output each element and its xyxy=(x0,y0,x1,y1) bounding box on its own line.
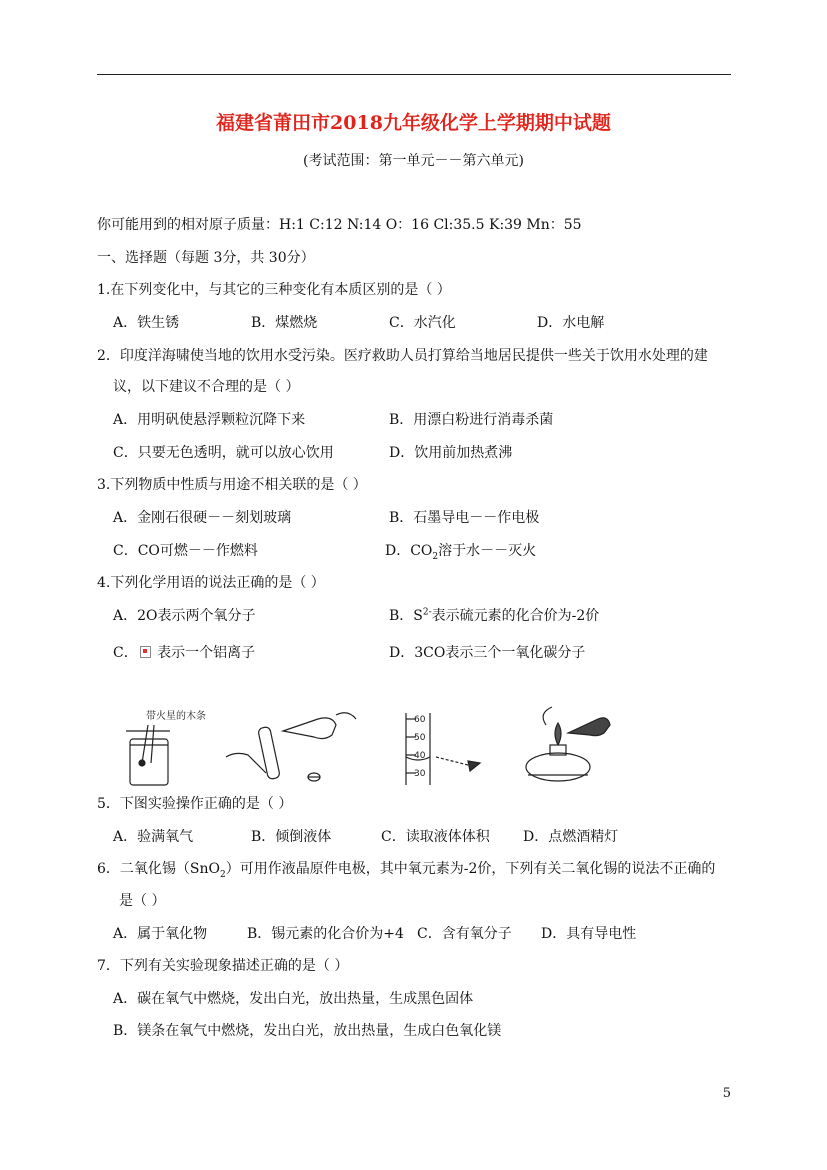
header-rule xyxy=(97,74,731,75)
q3-option-a: A．金刚石很硬－－刻划玻璃 xyxy=(113,510,292,526)
scale-40: 40 xyxy=(414,751,426,761)
scale-50: 50 xyxy=(414,733,426,743)
graduated-cylinder-drawing xyxy=(406,713,480,785)
question-2-stem-line1: 2．印度洋海啸使当地的饮用水受污染。医疗救助人员打算给当地居民提供一些关于饮用水处理的建 xyxy=(97,348,708,364)
q1-option-d: D．水电解 xyxy=(537,315,605,331)
q3-option-b: B．石墨导电－－作电极 xyxy=(389,510,540,526)
q6-option-c: C．含有氧分子 xyxy=(417,926,512,942)
q5-option-d: D．点燃酒精灯 xyxy=(523,829,619,845)
question-2-stem-line2: 议，以下建议不合理的是（ ） xyxy=(113,379,300,395)
q4-option-b: B．$S^{2-}$表示硫元素的化合价为-2价 xyxy=(389,607,600,624)
q6-option-d: D．具有导电性 xyxy=(541,926,637,942)
q1-option-a: A．铁生锈 xyxy=(113,315,180,331)
q6-option-b: B．锡元素的化合价为+4 xyxy=(247,926,404,942)
q7-option-b: B．镁条在氧气中燃烧，发出白光，放出热量，生成白色氧化镁 xyxy=(113,1023,502,1039)
question-7-stem: 7．下列有关实验现象描述正确的是（ ） xyxy=(97,958,349,974)
q2-option-c: C．只要无色透明，就可以放心饮用 xyxy=(113,445,334,461)
question-5-stem: 5．下图实验操作正确的是（ ） xyxy=(97,796,293,812)
splint-label: 带火星的木条 xyxy=(146,711,206,722)
q5-option-b: B．倾倒液体 xyxy=(251,829,332,845)
question-6-stem-line2: 是（ ） xyxy=(119,893,166,909)
oxygen-check-drawing xyxy=(126,709,206,785)
question-4-stem: 4.下列化学用语的说法正确的是（ ） xyxy=(97,575,325,591)
q1-option-b: B．煤燃烧 xyxy=(251,315,318,331)
q2-option-a: A．用明矾使悬浮颗粒沉降下来 xyxy=(113,412,306,428)
exam-scope: (考试范围：第一单元－－第六单元) xyxy=(303,153,524,169)
q7-option-a: A．碳在氧气中燃烧，发出白光，放出热量，生成黑色固体 xyxy=(113,991,474,1007)
atomic-masses: 你可能用到的相对原子质量：H:1 C:12 N:14 O：16 Cl:35.5 K:39 Mn：55 xyxy=(97,217,582,233)
q5-option-a: A．验满氧气 xyxy=(113,829,194,845)
pouring-liquid-drawing xyxy=(226,713,356,781)
page-title: 福建省莆田市2018九年级化学上学期期中试题 xyxy=(216,112,611,134)
experiment-figure xyxy=(118,705,618,790)
alcohol-lamp-drawing xyxy=(526,707,610,781)
question-1-stem: 1.在下列变化中，与其它的三种变化有本质区别的是（ ） xyxy=(97,282,451,298)
section-heading: 一、选择题（每题 3分，共 30分） xyxy=(97,250,315,266)
q1-option-c: C．水汽化 xyxy=(389,315,456,331)
broken-image-icon xyxy=(140,646,151,658)
q4-option-c: C． 表示一个铝离子 xyxy=(113,645,256,661)
question-6-stem-line1: 6．二氧化锡（SnO$_2$）可用作液晶原件电极，其中氧元素为-2价，下列有关二氧化锡的说法不正确的 xyxy=(97,861,716,880)
q4-option-a: A．2O表示两个氧分子 xyxy=(113,608,256,624)
q3-option-c: C．CO可燃－－作燃料 xyxy=(113,543,258,559)
q2-option-d: D．饮用前加热煮沸 xyxy=(389,445,513,461)
scale-60: 60 xyxy=(414,715,426,725)
page-number: 5 xyxy=(722,1086,731,1101)
q4-option-d: D．3CO表示三个一氧化碳分子 xyxy=(389,645,586,661)
q6-option-a: A．属于氧化物 xyxy=(113,926,208,942)
question-3-stem: 3.下列物质中性质与用途不相关联的是（ ） xyxy=(97,477,367,493)
q3-option-d: D．$CO_2$溶于水－－灭火 xyxy=(385,543,537,562)
q2-option-b: B．用漂白粉进行消毒杀菌 xyxy=(389,412,554,428)
scale-30: 30 xyxy=(414,769,426,779)
q5-option-c: C．读取液体体积 xyxy=(381,829,490,845)
